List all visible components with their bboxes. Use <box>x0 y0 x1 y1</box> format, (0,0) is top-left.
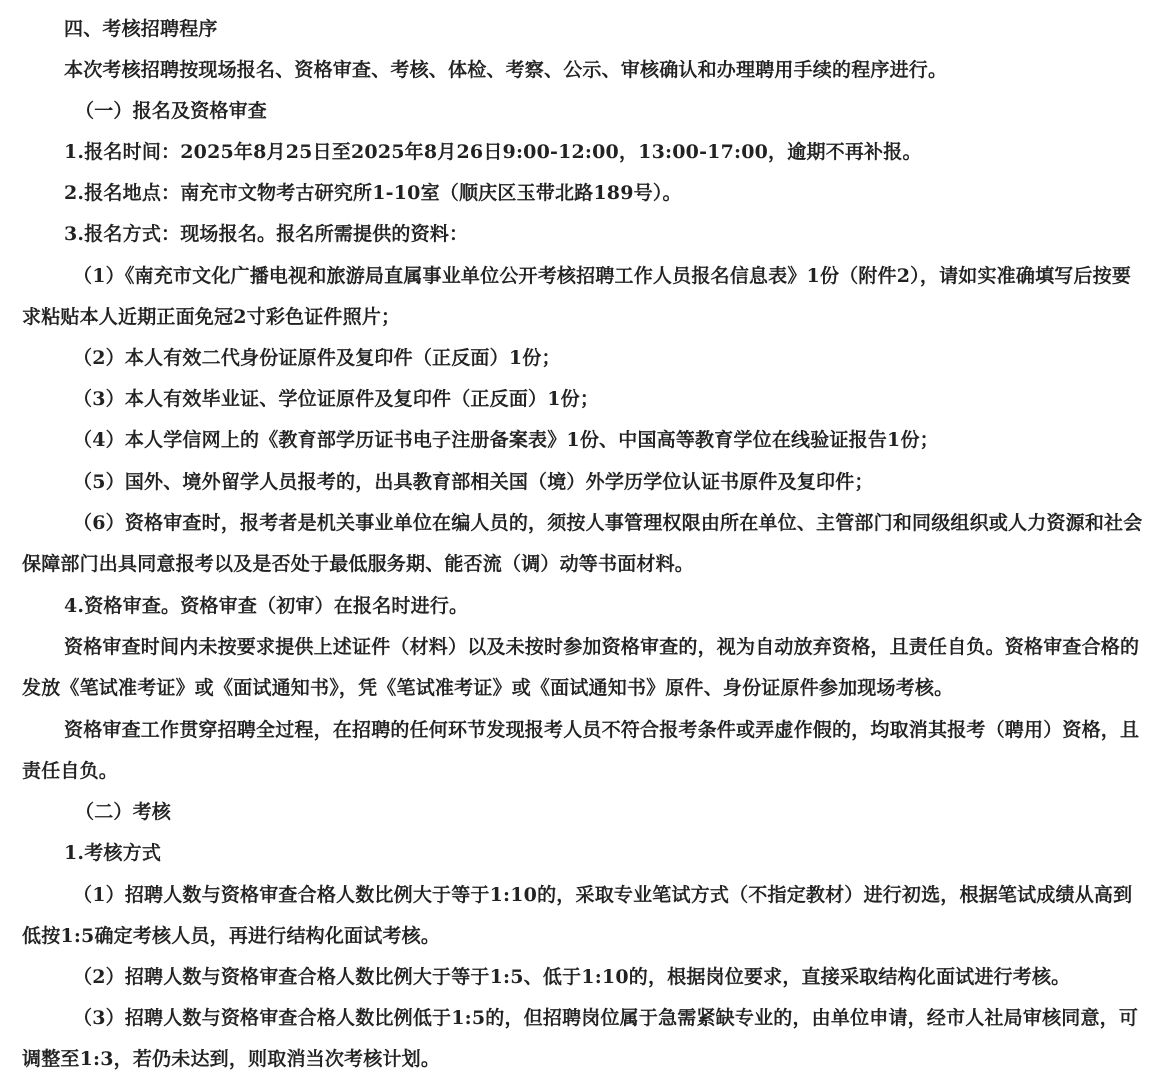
section-intro: 本次考核招聘按现场报名、资格审查、考核、体检、考察、公示、审核确认和办理聘用手续的程序进行。 <box>64 59 948 81</box>
material-item: （6）资格审查时，报考者是机关事业单位在编人员的，须按人事管理权限由所在单位、主管部门和同级组织或人力资源和社会保障部门出具同意报考以及是否处于最低服务期、能否流（调）动等书面材料。 <box>22 512 1143 575</box>
qualification-review: 4.资格审查。资格审查（初审）在报名时进行。 <box>64 595 469 617</box>
assessment-rule: （3）招聘人数与资格审查合格人数比例低于1:5的，但招聘岗位属于急需紧缺专业的，由单位申请，经市人社局审核同意，可调整至1:3，若仍未达到，则取消当次考核计划。 <box>22 1007 1139 1070</box>
material-item: （3）本人有效毕业证、学位证原件及复印件（正反面）1份； <box>73 388 600 410</box>
section-heading: 四、考核招聘程序 <box>64 18 218 40</box>
review-note: 资格审查工作贯穿招聘全过程，在招聘的任何环节发现报考人员不符合报考条件或弄虚作假的，均取消其报考（聘用）资格，且责任自负。 <box>22 719 1140 782</box>
registration-place: 2.报名地点：南充市文物考古研究所1-10室（顺庆区玉带北路189号）。 <box>64 182 682 204</box>
material-item: （4）本人学信网上的《教育部学历证书电子注册备案表》1份、中国高等教育学位在线验证报告1份； <box>73 429 939 451</box>
part1-title: （一）报名及资格审查 <box>75 100 268 122</box>
material-item: （2）本人有效二代身份证原件及复印件（正反面）1份； <box>73 347 561 369</box>
material-item: （5）国外、境外留学人员报考的，出具教育部相关国（境）外学历学位认证书原件及复印件； <box>73 471 874 493</box>
part2-title: （二）考核 <box>75 801 172 823</box>
registration-time: 1.报名时间：2025年8月25日至2025年8月26日9:00-12:00，13:00-17:00，逾期不再补报。 <box>64 141 922 163</box>
registration-method: 3.报名方式：现场报名。报名所需提供的资料： <box>64 223 469 245</box>
review-note: 资格审查时间内未按要求提供上述证件（材料）以及未按时参加资格审查的，视为自动放弃资格，且责任自负。资格审查合格的发放《笔试准考证》或《面试通知书》，凭《笔试准考证》或《面试通知书》原件、身份证原件参加现场考核。 <box>22 636 1140 699</box>
assessment-method-title: 1.考核方式 <box>64 842 162 864</box>
assessment-rule: （2）招聘人数与资格审查合格人数比例大于等于1:5、低于1:10的，根据岗位要求，直接采取结构化面试进行考核。 <box>73 966 1071 988</box>
material-item: （1）《南充市文化广播电视和旅游局直属事业单位公开考核招聘工作人员报名信息表》1份（附件2），请如实准确填写后按要求粘贴本人近期正面免冠2寸彩色证件照片； <box>22 265 1132 328</box>
assessment-rule: （1）招聘人数与资格审查合格人数比例大于等于1:10的，采取专业笔试方式（不指定教材）进行初选，根据笔试成绩从高到低按1:5确定考核人员，再进行结构化面试考核。 <box>22 884 1133 947</box>
